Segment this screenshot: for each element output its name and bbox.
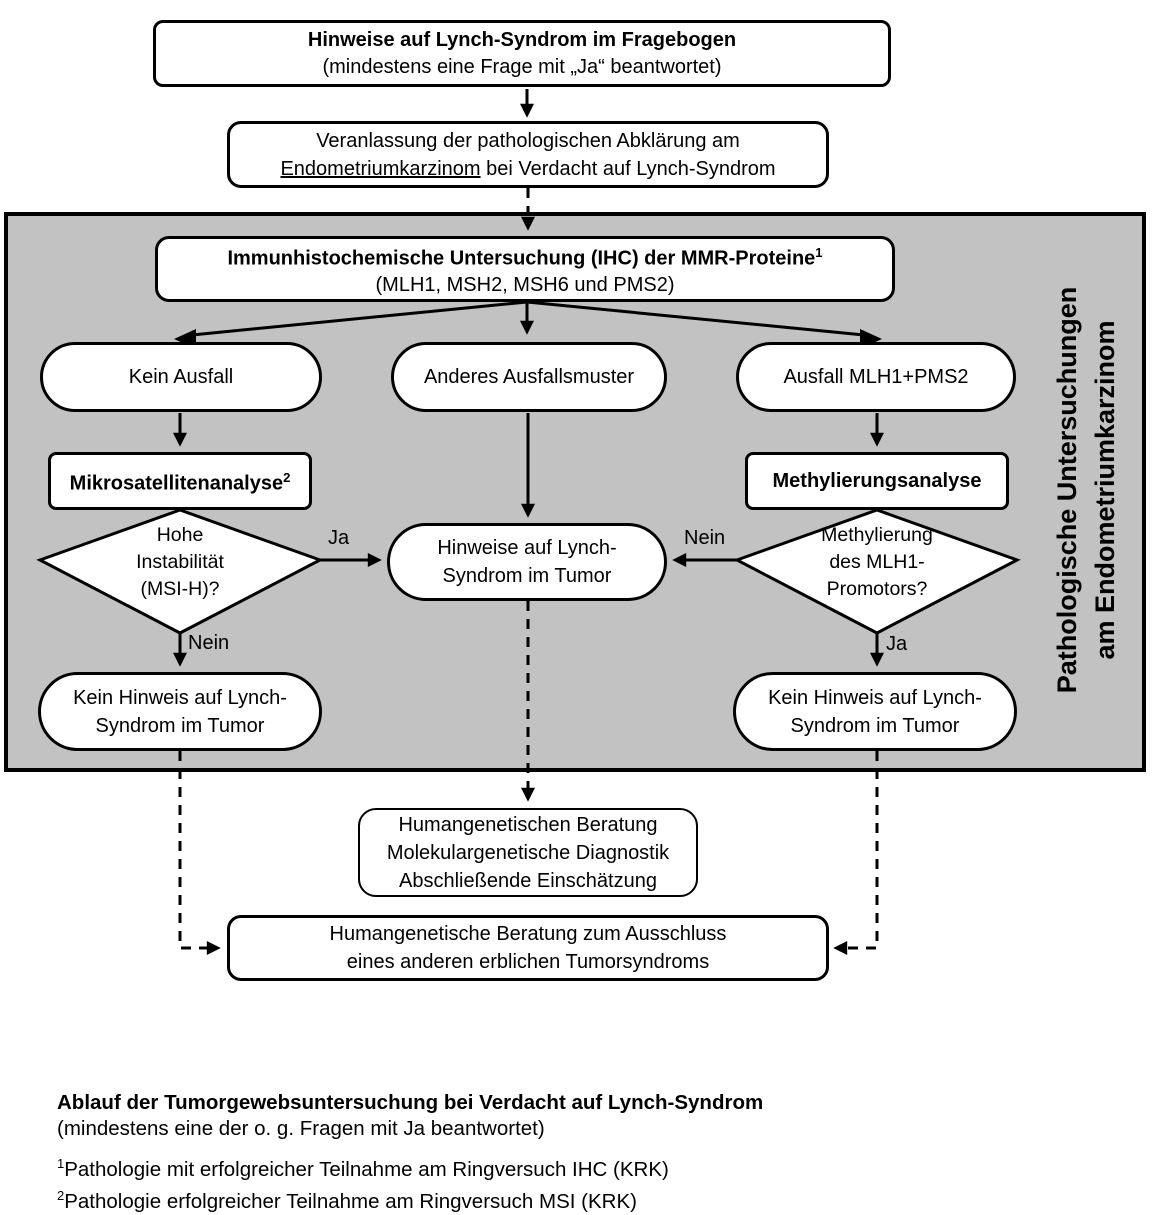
msa-footnote-marker: 2: [283, 470, 291, 486]
ihc-subtitle: (MLH1, MSH2, MSH6 und PMS2): [375, 274, 675, 297]
ihc-title: Immunhistochemische Untersuchung (IHC) der MMR-Proteine$^1$: [227, 244, 823, 270]
microsatellite-analysis-box: [48, 452, 312, 510]
methylation-decision-line2: des MLH1-: [829, 551, 925, 573]
genetic-counseling-line1: Humangenetischen Beratung: [398, 813, 658, 836]
referral-line1: Veranlassung der pathologischen Abklärung am: [316, 129, 740, 152]
lynch-evidence-line2: Syndrom im Tumor: [442, 565, 612, 587]
exclusion-counseling-line1: Humangenetische Beratung zum Ausschluss: [329, 923, 727, 945]
legend-footnote-2: [57, 1183, 817, 1215]
loss-mlh1-pms2-stadium: [736, 342, 1016, 412]
genetic-counseling-box: [358, 808, 698, 897]
msi-decision-line3: (MSI-H)?: [140, 578, 220, 600]
panel-title: [1048, 287, 1124, 694]
methylation-decision-line3: Promotors?: [826, 578, 928, 600]
no-lynch-left-stadium: [38, 672, 322, 751]
methylation-analysis-label: Methylierungsanalyse: [772, 470, 982, 492]
edge-label-ja-left: Ja: [328, 527, 350, 549]
footnote2-text: Pathologie erfolgreicher Teilnahme am Ringversuch MSI (KRK): [64, 1189, 637, 1213]
footnote1-text: Pathologie mit erfolgreicher Teilnahme am Ringversuch IHC (KRK): [64, 1157, 669, 1181]
questionnaire-subtitle: (mindestens eine Frage mit „Ja“ beantwortet): [322, 55, 722, 78]
no-lynch-right-line2: Syndrom im Tumor: [790, 714, 960, 737]
lynch-evidence-line1: Hinweise auf Lynch-: [437, 537, 617, 559]
arrow-ihc-to-loss: [527, 302, 864, 335]
genetic-counseling-line2: Molekulargenetische Diagnostik: [386, 841, 670, 864]
legend-title: Ablauf der Tumorgewebsuntersuchung bei Verdacht auf Lynch-Syndrom: [57, 1091, 764, 1114]
panel-title-line2: am Endometriumkarzinom: [1090, 320, 1120, 660]
methylation-decision-text: [767, 522, 987, 603]
legend: [57, 1090, 817, 1215]
methylation-analysis-box: [745, 452, 1009, 510]
referral-line2: [280, 155, 775, 183]
edge-label-nein-right: Nein: [684, 527, 726, 549]
no-loss-stadium: [40, 342, 322, 412]
methylation-decision-line1: Methylierung: [821, 524, 933, 546]
msi-decision-text: [70, 522, 290, 603]
no-lynch-right-line1: Kein Hinweis auf Lynch-: [768, 686, 982, 709]
other-pattern-label: Anderes Ausfallsmuster: [423, 366, 635, 388]
footnote1-marker: 1: [57, 1156, 65, 1171]
lynch-evidence-stadium: [387, 523, 667, 601]
panel-title-line1: Pathologische Untersuchungen: [1052, 286, 1082, 694]
msi-decision-line1: Hohe: [156, 524, 204, 546]
edge-label-ja-right: Ja: [886, 633, 908, 655]
no-lynch-right-stadium: [733, 672, 1017, 751]
no-lynch-left-line1: Kein Hinweis auf Lynch-: [73, 686, 287, 709]
loss-mlh1-pms2-label: Ausfall MLH1+PMS2: [783, 366, 969, 388]
legend-footnote-1: [57, 1151, 817, 1183]
footnote2-marker: 2: [57, 1187, 65, 1203]
questionnaire-title: Hinweise auf Lynch-Syndrom im Fragebogen: [307, 28, 737, 51]
ihc-footnote-marker: 1: [815, 244, 823, 260]
referral-box: [227, 121, 829, 188]
no-loss-label: Kein Ausfall: [128, 366, 234, 388]
no-lynch-left-line2: Syndrom im Tumor: [95, 714, 265, 737]
legend-subtitle: (mindestens eine der o. g. Fragen mit Ja beantwortet): [57, 1117, 545, 1140]
referral-line2-rest: bei Verdacht auf Lynch-Syndrom: [480, 157, 776, 180]
other-pattern-stadium: [391, 342, 667, 412]
genetic-counseling-line3: Abschließende Einschätzung: [399, 869, 657, 892]
exclusion-counseling-box: [227, 915, 829, 981]
questionnaire-box: [153, 20, 891, 87]
arrow-no-lynch-left-to-exclusion: [180, 751, 218, 948]
ihc-box: [155, 236, 895, 302]
referral-line2-underlined: Endometriumkarzinom: [280, 157, 481, 180]
msi-decision-line2: Instabilität: [136, 551, 224, 573]
arrow-ihc-to-no-loss: [192, 302, 527, 335]
microsatellite-analysis-label: Mikrosatellitenanalyse$^2$: [69, 470, 291, 495]
arrow-no-lynch-right-to-exclusion: [836, 751, 877, 948]
exclusion-counseling-line2: eines anderen erblichen Tumorsyndroms: [346, 951, 710, 973]
edge-label-nein-left: Nein: [188, 632, 230, 654]
